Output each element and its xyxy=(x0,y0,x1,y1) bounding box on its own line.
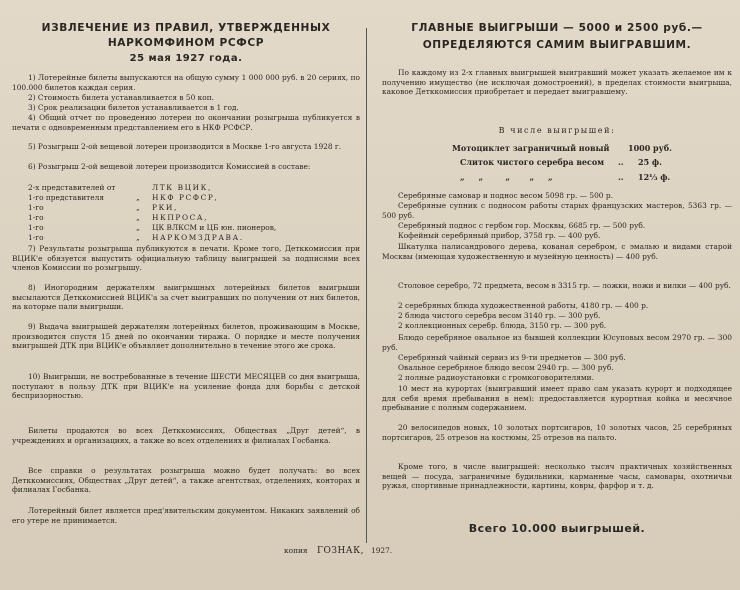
commission-row: 1-го „ РКИ, xyxy=(28,203,178,212)
rules-title-line2: НАРКОМФИНОМ РСФСР xyxy=(107,37,265,49)
prize-item: Серебряный поднос с гербом гор. Москвы, 6685 гр. — 500 руб. xyxy=(398,221,646,230)
prize-item: Серебряные супник с подносом работы старых французских мастеров, 5363 гр. — 500 руб. xyxy=(382,201,732,220)
commission-row: 1-го представителя „ НКФ РСФСР, xyxy=(28,193,219,202)
prize-item: 2 коллекционных серебр. блюда, 3150 гр. — 300 руб. xyxy=(398,321,607,330)
prize-item: 2 блюда чистого серебра весом 3140 гр. — 300 руб. xyxy=(398,311,601,320)
imprint-year: 1927. xyxy=(371,546,393,555)
column-divider xyxy=(366,28,367,543)
prize-item: Серебряный чайный сервиз из 9-ти предметов — 300 руб. xyxy=(398,353,626,362)
rule-9: 9) Выдача выигрышей держателям лотерейных билетов, проживающим в Москве, производится спустя 15 дней по окончании тиража. О порядке и месте получения выигрышей ДТК при ВЦИК'е объявляет дополнительно в течение этого же срока. xyxy=(12,322,360,351)
results-info: Все справки о результатах розыгрыша можно будет получать: во всех Детккомиссиях, Обществах „Друг детей“, а также агентствах, отделениях, конторах и филиалах Госбанка. xyxy=(12,466,360,495)
commission-row: 2-х представителей от ЛТК ВЦИК, xyxy=(28,183,212,192)
prize-item: Кроме того, в числе выигрышей: несколько тысяч практичных хозяйственных вещей — посуда, заграничные будильники, карманные часы, самовары, охотничьи ружья, спортивные принадлежности, картины, ковры, фарфор и т. д. xyxy=(382,462,732,491)
rule-2: 2) Стоимость билета устанавливается в 50 коп. xyxy=(28,93,215,102)
prizes-intro: По каждому из 2-х главных выигрышей выигравший может указать желаемое им к получению имущество (не исключая домостроений), в пределах стоимости выигрыша, каковое Детккомиссия приобретает и передает выигравшему. xyxy=(382,68,732,97)
rule-1: 1) Лотерейные билеты выпускаются на общую сумму 1 000 000 руб. в 20 сериях, по 100.000 билетов каждая серия. xyxy=(12,73,360,92)
imprint-kind: копия xyxy=(284,546,308,555)
prize-item: Серебряные самовар и поднос весом 5098 гр. — 500 р. xyxy=(398,191,613,200)
prize-item: 2 серебряных блюда художественной работы, 4180 гр. — 400 р. xyxy=(398,301,649,310)
prize-item: Овальное серебряное блюдо весом 2940 гр. — 300 руб. xyxy=(398,363,614,372)
prize-item: Блюдо серебряное овальное из бывшей коллекции Юсуповых весом 2970 гр. — 300 руб. xyxy=(382,333,732,352)
rule-6: 6) Розыгрыш 2-ой вещевой лотереи производится Комиссией в составе: xyxy=(28,162,311,171)
prizes-title-line2: ОПРЕДЕЛЯЮТСЯ САМИМ ВЫИГРАВШИМ. xyxy=(422,39,692,51)
prize-item: 2 полные радиоустановки с громкоговорителями. xyxy=(398,373,594,382)
rule-3: 3) Срок реализации билетов устанавливается в 1 год. xyxy=(28,103,239,112)
prize-item: Столовое серебро, 72 предмета, весом в 3315 гр. — ложки, ножи и вилки — 400 руб. xyxy=(398,281,731,290)
commission-row: 1-го „ НАРКОМЗДРАВА. xyxy=(28,233,244,242)
prize-item: 10 мест на курортах (выигравший имеет право сам указать курорт и подходящее для себя время пребывания в нем): предоставляется курортная койка и месячное пребывание с полным содержанием. xyxy=(382,384,732,413)
prize-item: Кофейный серебряный прибор, 3758 гр. — 400 руб. xyxy=(398,231,601,240)
rules-date: 25 мая 1927 года. xyxy=(129,53,243,64)
rule-7: 7) Результаты розыгрыша публикуются в печати. Кроме того, Детккомиссия при ВЦИК'е обязуется выпустить официальную таблицу выигрышей за подписями всех членов Комиссии по розыгрышу. xyxy=(12,244,360,273)
sale-info: Билеты продаются во всех Детккомиссиях, Обществах „Друг детей“, в учреждениях и организациях, а также во всех отделениях и филиалах Госбанка. xyxy=(12,426,360,445)
rule-8: 8) Иногородним держателям выигрышных лотерейных билетов выигрыши высылаются Детккомиссией ВЦИК'а за счет выигравших по получении от них билетов, на которые пали выигрыши. xyxy=(12,283,360,312)
prizes-title-line1: ГЛАВНЫЕ ВЫИГРЫШИ — 5000 и 2500 руб.— xyxy=(411,22,703,34)
rule-10: 10) Выигрыши, не востребованные в течение ШЕСТИ МЕСЯЦЕВ со дня выигрыша, поступают в пользу ДТК при ВЦИК'е на усиление фонда для борьбы с детской беспризорностью. xyxy=(12,372,360,401)
bearer-note: Лотерейный билет является пред'явительским документом. Никаких заявлений об его утере не принимается. xyxy=(12,506,360,525)
rules-title-line1: ИЗВЛЕЧЕНИЕ ИЗ ПРАВИЛ, УТВЕРЖДЕННЫХ xyxy=(41,22,331,34)
rule-4: 4) Общий отчет по проведению лотереи по окончании розыгрыша публикуется в печати с одновременным представлением его в НКФ РСФСР. xyxy=(12,113,360,132)
lottery-ticket-back: ИЗВЛЕЧЕНИЕ ИЗ ПРАВИЛ, УТВЕРЖДЕННЫХ НАРКОМФИНОМ РСФСР 25 мая 1927 года. 1) Лотерейные билеты выпускаются на общую сумму 1 000 000 руб. в 20 сериях, по 100.000 билетов каждая серия. 2) Стоимость билета устанавливается в 50 коп. 3) Срок реализации билетов устанавливается в 1 год. 4) Общий отчет по проведению лотереи по окончании розыгрыша публикуется в печати с одновременным представлением его в НКФ РСФСР. 5) Розыгрыш 2-ой вещевой лотереи производится в Москве 1-го августа 1928 г. 6) Розыгрыш 2-ой вещевой лотереи производится Комиссией в составе: 2-х представителей от ЛТК ВЦИК, 1-го представителя „ НКФ РСФСР, 1-го „ РКИ, 1-го „ НКПРОСА, 1-го „ ЦК ВЛКСМ и ЦБ юн. пионеров, 1-го „ НАРКОМЗДРАВА. 7) Результаты розыгрыша публикуются в печати. Кроме того, Детккомиссия при ВЦИК'е обязуется выпустить официальную таблицу выигрышей за подписями всех членов Комиссии по розыгрышу. 8) Иногородним держателям выигрышных лотерейных билетов выигрыши высылаются Детккомиссией ВЦИК'а за счет выигравших по получении от них билетов, на которые пали выигрыши. 9) Выдача выигрышей держателям лотерейных билетов, проживающим в Москве, производится спустя 15 дней по окончании тиража. О порядке и месте получения выигрышей ДТК при ВЦИК'е объявляет дополнительно в течение этого же срока. 10) Выигрыши, не востребованные в течение ШЕСТИ МЕСЯЦЕВ со дня выигрыша, поступают в пользу ДТК при ВЦИК'е на усиление фонда для борьбы с детской беспризорностью. Билеты продаются во всех Детккомиссиях, Обществах „Друг детей“, в учреждениях и организациях, а также во всех отделениях и филиалах Госбанка. Все справки о результатах розыгрыша можно будет получать: во всех Детккомиссиях, Обществах „Друг детей“, а также агентствах, отделениях, конторах и филиалах Госбанка. Лотерейный билет является пред'явительским документом. Никаких заявлений об его утере не принимается. ГЛАВНЫЕ ВЫИГРЫШИ — 5000 и 2500 руб.— ОПРЕДЕЛЯЮТСЯ САМИМ ВЫИГРАВШИМ. По каждому из 2-х главных выигрышей выигравший может указать желаемое им к получению имущество (не исключая домостроений), в пределах стоимости выигрыша, каковое Детккомиссия приобретает и передает выигравшему. В числе выигрышей: Мотоциклет заграничный новый 1000 руб. Слиток чистого серебра весом .. 25 ф. „ „ „ „ „ .. 12⅓ ф. Серебряные самовар и поднос весом 5098 гр. — 500 р. Серебряные супник с подносом работы старых французских мастеров, 5363 гр. — 500 руб. Серебряный поднос с гербом гор. Москвы, 6685 гр. — 500 руб. Кофейный серебряный прибор, 3758 гр. — 400 руб. Шкатулка палисандрового дерева, кованая серебром, с эмалью и видами старой Москвы (имеющая художественную и музейную ценность) — 400 руб. Столовое серебро, 72 предмета, весом в 3315 гр. — ложки, ножи и вилки — 400 руб. 2 серебряных блюда художественной работы, 4180 гр. — 400 р. 2 блюда чистого серебра весом 3140 гр. — 300 руб. 2 коллекционных серебр. блюда, 3150 гр. — 300 руб. Блюдо серебряное овальное из бывшей коллекции Юсуповых весом 2970 гр. — 300 руб. Серебряный чайный сервиз из 9-ти предметов — 300 руб. Овальное серебряное блюдо весом 2940 гр. — 300 руб. 2 полные радиоустановки с громкоговорителями. 10 мест на курортах (выигравший имеет право сам указать курорт и подходящее для себя время пребывания в нем): предоставляется курортная койка и месячное пребывание с полным содержанием. 20 велосипедов новых, 10 золотых портсигаров, 10 золотых часов, 25 серебряных портсигаров, 25 отрезов на костюмы, 25 отрезов на пальто. Кроме того, в числе выигрышей: несколько тысяч практичных хозяйственных вещей — посуда, заграничные будильники, карманные часы, самовары, охотничьи ружья, спортивные принадлежности, картины, ковры, фарфор и т. д. Всего 10.000 выигрышей. копия ГОЗНАК, 1927. xyxy=(0,0,740,590)
total-prizes: Всего 10.000 выигрышей. xyxy=(468,522,646,535)
prize-item: 20 велосипедов новых, 10 золотых портсигаров, 10 золотых часов, 25 серебряных портсигаров, 25 отрезов на костюмы, 25 отрезов на пальто. xyxy=(382,423,732,442)
rule-5: 5) Розыгрыш 2-ой вещевой лотереи производится в Москве 1-го августа 1928 г. xyxy=(28,142,342,151)
commission-row: 1-го „ НКПРОСА, xyxy=(28,213,209,222)
printer-imprint xyxy=(284,546,392,556)
imprint-printer: ГОЗНАК, xyxy=(317,546,364,556)
commission-row: 1-го „ ЦК ВЛКСМ и ЦБ юн. пионеров, xyxy=(28,223,277,232)
prize-item: Шкатулка палисандрового дерева, кованая серебром, с эмалью и видами старой Москвы (имеющая художественную и музейную ценность) — 400 руб. xyxy=(382,242,732,261)
among-prizes-heading: В числе выигрышей: xyxy=(498,126,616,135)
